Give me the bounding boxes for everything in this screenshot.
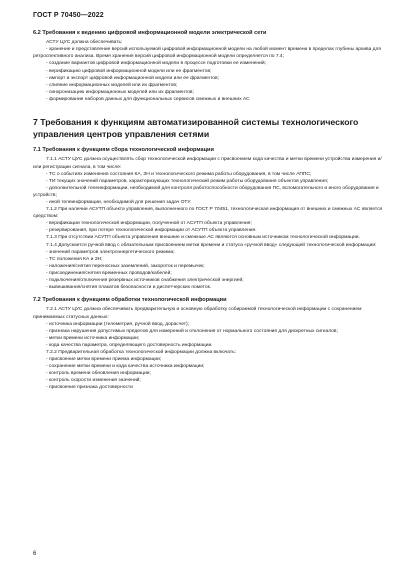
page-number: 6 [33, 551, 37, 557]
paragraph: - наложения/снятия переносных заземлений, закороток и перемычек; [46, 263, 205, 269]
section-7-1-title: 7.1 Требования к функциям сбора технологической информации [33, 147, 214, 154]
paragraph: - резервирования, при потере технологической информации от АСУТП объекта управления. [46, 228, 257, 234]
paragraph: 7.2.1 АСТУ ЦУС должна обеспечивать предварительную и основную обработку собираемой технологической информации с сохранением принимаемых статусных данных: [33, 307, 362, 320]
paragraph: - ТС о событиях изменения состояния КА, ЗН и технологического режима работы оборудования, в том числе АППС; [46, 171, 312, 177]
section-6-2-body [33, 39, 384, 103]
paragraph: - метки времени источника информации; [46, 335, 140, 341]
paragraph: - ТС положения КА и ЗН; [46, 256, 103, 262]
paragraph: - иной телеинформации, необходимой для решения задач ОТУ. [46, 200, 192, 205]
paragraph: 7.1.2 При наличии АСУТП объекта управления, выполненного по ГОСТ Р 70451, технологическая информация от внешних и смежных АС является средством: [33, 207, 383, 220]
paragraph: - создание вариантов цифровой информационной модели в процессе подготовки ее изменений; [46, 61, 266, 67]
paragraph: - ТИ текущих значений параметров, характеризующих технологический режим работы оборудования объектов управления; [46, 178, 329, 184]
paragraph: - слияние информационных моделей или их фрагментов; [46, 82, 178, 88]
paragraph: - подключения/отключения резервных источников снабжения электрической энергией; [46, 278, 244, 284]
paragraph: - источника информации (телеметрия, ручной ввод, дорасчет); [46, 321, 190, 327]
paragraph: - хранение и представление версий используемой цифровой информационной модели на любой момент времени в пределах глубины архива для ретроспективного анализа. Время хранения версий цифровой информационной модели определяется по 7.4; [33, 47, 382, 60]
paragraph: 7.1.4 Допускается ручной ввод с обязательным присвоением метки времени и статуса «ручной ввод» следующей технологической информации: [46, 242, 377, 248]
paragraph: - присоединения/снятия временных проводов/кабелей; [46, 270, 172, 276]
paragraph: - формирование наборов данных для функциональных сервисов смежных и внешних АС [46, 96, 250, 102]
paragraph: 7.1.1 АСТУ ЦУС должна осуществлять сбор технологической информации с присвоением кода качества и метки времени устройства измерения и/или регистрации сигнала, в том числе: [33, 157, 382, 170]
paragraph: - импорт и экспорт цифровой информационной модели или ее фрагментов; [46, 75, 219, 81]
section-7-1-body [33, 156, 384, 291]
paragraph: - дополнительной телеинформации, необходимой для контроля работоспособности оборудования ПС, вспомогательного и иного оборудования и устройств; [33, 185, 379, 198]
paragraph: - присвоение признака достоверности [46, 385, 133, 391]
paragraph: 7.1.3 При отсутствии АСУТП объекта управления внешние и смежные АС являются основным источником технологической информации. [46, 235, 360, 241]
section-7-2-body [33, 306, 384, 391]
document-header: ГОСТ Р 70450—2022 [33, 12, 104, 19]
paragraph: - сохранение метки времени и кода качества источника информации; [46, 364, 205, 370]
paragraph: - верификацию цифровой информационной модели или ее фрагментов; [46, 68, 212, 74]
paragraph: - контроль времени обновления информации; [46, 371, 151, 377]
paragraph: - присвоение метки времени приема информации; [46, 357, 162, 363]
paragraph: - верификации технологической информации, полученной от АСУТП объекта управления; [46, 221, 252, 227]
paragraph: - кода качества параметра, определяющего достоверность информации. [46, 342, 213, 348]
paragraph: - контроль скорости изменения значений; [46, 378, 141, 384]
section-7-title: 7 Требования к функциям автоматизированной системы технологического управления центров управления сетями [33, 117, 359, 139]
paragraph: - значений параметров электроэнергетического режима; [46, 249, 175, 255]
section-6-2-title: 6.2 Требования к ведению цифровой информационной модели электрической сети [33, 30, 267, 36]
section-7-2-title: 7.2 Требования к функциям обработки технологической информации [33, 297, 227, 304]
paragraph: АСТУ ЦУС должна обеспечивать: [46, 40, 123, 46]
paragraph: - синхронизацию информационных моделей или их фрагментов; [46, 89, 194, 95]
paragraph: 7.2.2 Предварительная обработка технологической информации должна включать: [46, 349, 237, 355]
paragraph: - вывешивания/снятия плакатов безопасности и диспетчерских пометок. [46, 285, 212, 291]
paragraph: - признака нарушения допустимых пределов для измерений и отклонения от нормального состояния для дискретных сигналов; [46, 328, 338, 334]
